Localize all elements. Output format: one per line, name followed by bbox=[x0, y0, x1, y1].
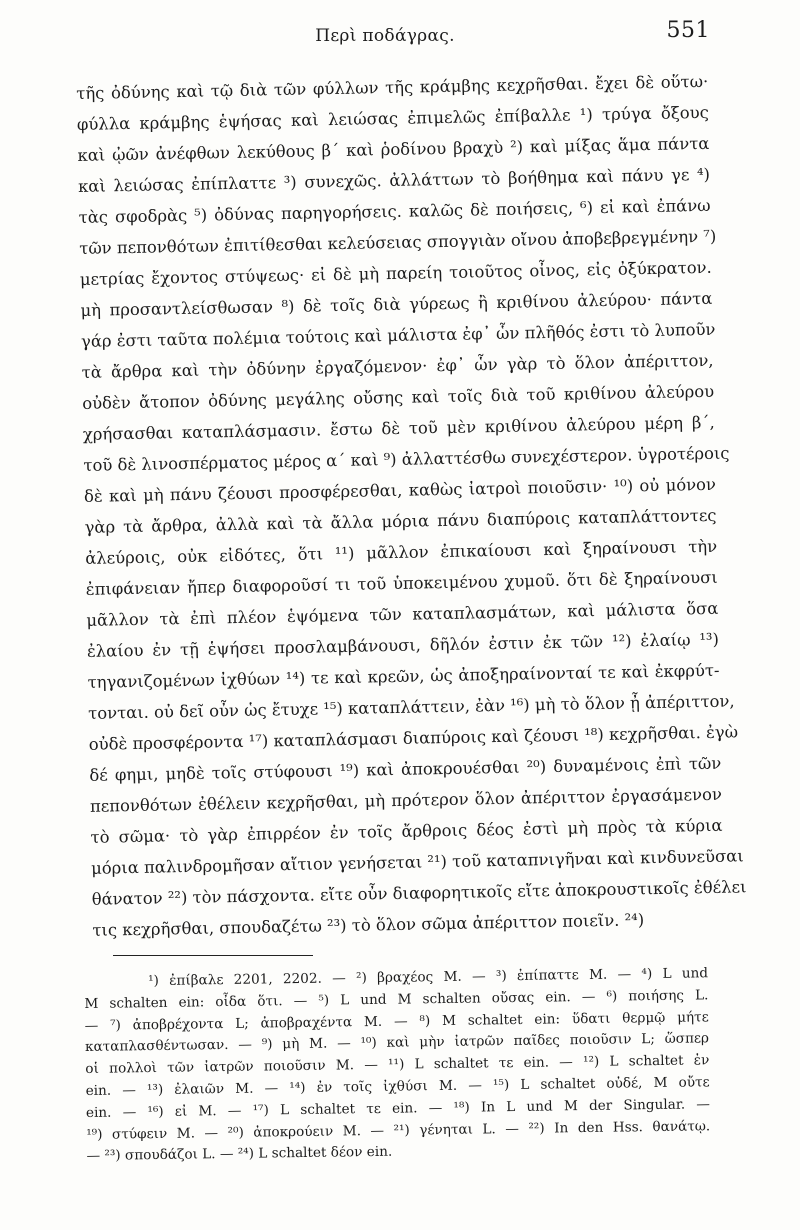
text-line: δὲ καὶ μὴ πάνυ ζέουσι προσφέρεσθαι, καθὼς ἰατροὶ ποιοῦσιν· ¹⁰) οὐ μόνον bbox=[83, 474, 717, 506]
footnote-divider bbox=[113, 955, 313, 956]
text-line: τοῦ δὲ λινοσπέρματος μέρος α΄ καὶ ⁹) ἀλλαττέσθω συνεχέστερον. ὑγροτέροις bbox=[83, 443, 730, 475]
footnote-line: ¹) ἐπίβαλε 2201, 2202. — ²) βραχέος M. — ³) ἐπίπαττε M. — ⁴) L und bbox=[148, 965, 709, 990]
footnote-line: οἱ πολλοὶ τῶν ἰατρῶν ποιοῦσιν M. — ¹¹) L schaltet τε ein. — ¹²) L schaltet ἐν bbox=[85, 1052, 710, 1078]
text-line: γὰρ τὰ ἄρθρα, ἀλλὰ καὶ τὰ ἄλλα μόρια πάνυ διαπύροις καταπλάττοντες bbox=[84, 505, 717, 537]
body-text bbox=[76, 66, 747, 946]
text-line: φύλλα κράμβης ἑψήσας καὶ λειώσας ἐπιμελῶς ἐπίβαλλε ¹) τρύγα ὄξους bbox=[76, 102, 709, 134]
text-line: ἀλεύροις, οὐκ εἰδότες, ὅτι ¹¹) μᾶλλον ἐπικαίουσι καὶ ξηραίνουσι τὴν bbox=[85, 536, 718, 568]
text-line: τῆς ὀδύνης καὶ τῷ διὰ τῶν φύλλων τῆς κράμβης κεχρῆσθαι. ἔχει δὲ οὕτω· bbox=[76, 71, 709, 103]
page-number: 551 bbox=[666, 18, 710, 43]
text-line: ἐλαίου ἐν τῇ ἑψήσει προσλαμβάνουσι, δῆλόν ἐστιν ἐκ τῶν ¹²) ἐλαίῳ ¹³) bbox=[86, 629, 720, 661]
text-line: γάρ ἐστι ταῦτα πολέμια τούτοις καὶ μάλιστα ἐφ᾽ ὧν πλῆθός ἐστι τὸ λυποῦν bbox=[80, 319, 716, 351]
footnote-line: ein. — ¹³) ἐλαιῶν M. — ¹⁴) ἐν τοῖς ἰχθύσι M. — ¹⁵) L schaltet οὐδέ, M οὔτε bbox=[85, 1074, 710, 1099]
text-line: οὐδὲν ἄτοπον ὀδύνης μεγάλης οὔσης καὶ τοῖς διὰ τοῦ κριθίνου ἀλεύρου bbox=[82, 381, 715, 413]
text-line: καὶ λειώσας ἐπίπλαττε ³) συνεχῶς. ἀλλάττων τὸ βοήθημα καὶ πάνυ γε ⁴) bbox=[77, 164, 711, 196]
text-line: τὰ ἄρθρα καὶ τὴν ὀδύνην ἐργαζόμενον· ἐφ᾽ ὧν γὰρ τὸ ὅλον ἀπέριττον, bbox=[81, 350, 714, 382]
text-line: πεπονθότων ἐθέλειν κεχρῆσθαι, μὴ πρότερον ὅλον ἀπέριττον ἐργασάμενον bbox=[89, 784, 723, 816]
text-line: ἐπιφάνειαν ἤπερ διαφοροῦσί τι τοῦ ὑποκειμένου χυμοῦ. ὅτι δὲ ξηραίνουσι bbox=[85, 567, 718, 599]
footnote-line: M schalten ein: οἶδα ὅτι. — ⁵) L und M schalten οὔσας ein. — ⁶) ποιήσης L. bbox=[84, 987, 709, 1012]
text-line: τὸ σῶμα· τὸ γὰρ ἐπιρρέον ἐν τοῖς ἄρθροις δέος ἐστὶ μὴ πρὸς τὰ κύρια bbox=[90, 815, 723, 847]
text-line: δέ φημι, μηδὲ τοῖς στύφουσι ¹⁹) καὶ ἀποκρουέσθαι ²⁰) δυναμένοις ἐπὶ τῶν bbox=[89, 753, 722, 785]
text-line: μετρίας ἔχοντος στύψεως· εἰ δὲ μὴ παρείη τοιοῦτος οἶνος, εἰς ὀξύκρατον. bbox=[79, 257, 712, 289]
running-title: Περὶ ποδάγρας. bbox=[315, 26, 455, 46]
page-header bbox=[60, 18, 710, 58]
text-line: τῶν πεπονθότων ἐπιτίθεσθαι κελεύσειας σπογγιὰν οἴνου ἀποβεβρεγμένην ⁷) bbox=[79, 226, 717, 258]
text-line: μᾶλλον τὰ ἐπὶ πλέον ἑψόμενα τῶν καταπλασμάτων, καὶ μάλιστα ὅσα bbox=[86, 598, 719, 630]
text-line: τηγανιζομένων ἰχθύων ¹⁴) τε καὶ κρεῶν, ὡς ἀποξηραίνονταί τε καὶ ἐκφρύτ- bbox=[87, 660, 720, 692]
text-line: οὐδὲ προσφέροντα ¹⁷) καταπλάσμασι διαπύροις καὶ ζέουσι ¹⁸) κεχρῆσθαι. ἐγὼ bbox=[88, 722, 739, 754]
text-line: χρήσασθαι καταπλάσμασιν. ἔστω δὲ τοῦ μὲν κριθίνου ἀλεύρου μέρη β΄, bbox=[82, 412, 715, 444]
footnotes bbox=[84, 963, 711, 1168]
footnote-line: ¹⁹) στύφειν M. — ²⁰) ἀποκρούειν M. — ²¹) γένηται L. — ²²) In den Hss. θανάτῳ. bbox=[86, 1117, 711, 1143]
text-line: τις κεχρῆσθαι, σπουδαζέτω ²³) τὸ ὅλον σῶμα ἀπέριττον ποιεῖν. ²⁴) bbox=[92, 910, 645, 940]
footnote-line: καταπλασθέντωσαν. — ⁹) μὴ M. — ¹⁰) καὶ μὴν ἰατρῶν παῖδες ποιοῦσιν L; ὥσπερ bbox=[84, 1030, 710, 1056]
text-line: θάνατον ²²) τὸν πάσχοντα. εἴτε οὖν διαφορητικοῖς εἴτε ἀποκρουστικοῖς ἐθέλει bbox=[91, 877, 747, 909]
text-line: μόρια παλινδρομῆσαν αἴτιον γενήσεται ²¹) τοῦ καταπνιγῆναι καὶ κινδυνεῦσαι bbox=[90, 846, 744, 878]
footnote-line: — ⁷) ἀποβρέχοντα L; ἀποβραχέντα M. — ⁸) M schaltet ein: ὕδατι θερμῷ μήτε bbox=[84, 1008, 709, 1034]
text-line: καὶ ᾠῶν ἀνέφθων λεκύθους β΄ καὶ ῥοδίνου βραχὺ ²) καὶ μίξας ἅμα πάντα bbox=[77, 133, 710, 165]
text-line: τὰς σφοδρὰς ⁵) ὀδύνας παρηγορήσεις. καλῶς δὲ ποιήσεις, ⁶) εἰ καὶ ἐπάνω bbox=[78, 195, 711, 227]
text-line: μὴ προσαντλείσθωσαν ⁸) δὲ τοῖς διὰ γύρεως ἢ κριθίνου ἀλεύρου· πάντα bbox=[80, 288, 713, 320]
footnote-line: — ²³) σπουδάζοι L. — ²⁴) L schaltet δέον ein. bbox=[86, 1144, 393, 1165]
footnote-line: ein. — ¹⁶) εἰ M. — ¹⁷) L schaltet τε ein. — ¹⁸) In L und M der Singular. — bbox=[85, 1096, 711, 1121]
text-line: τονται. οὐ δεῖ οὖν ὡς ἔτυχε ¹⁵) καταπλάττειν, ἐὰν ¹⁶) μὴ τὸ ὅλον ᾖ ἀπέριττον, bbox=[88, 691, 735, 723]
